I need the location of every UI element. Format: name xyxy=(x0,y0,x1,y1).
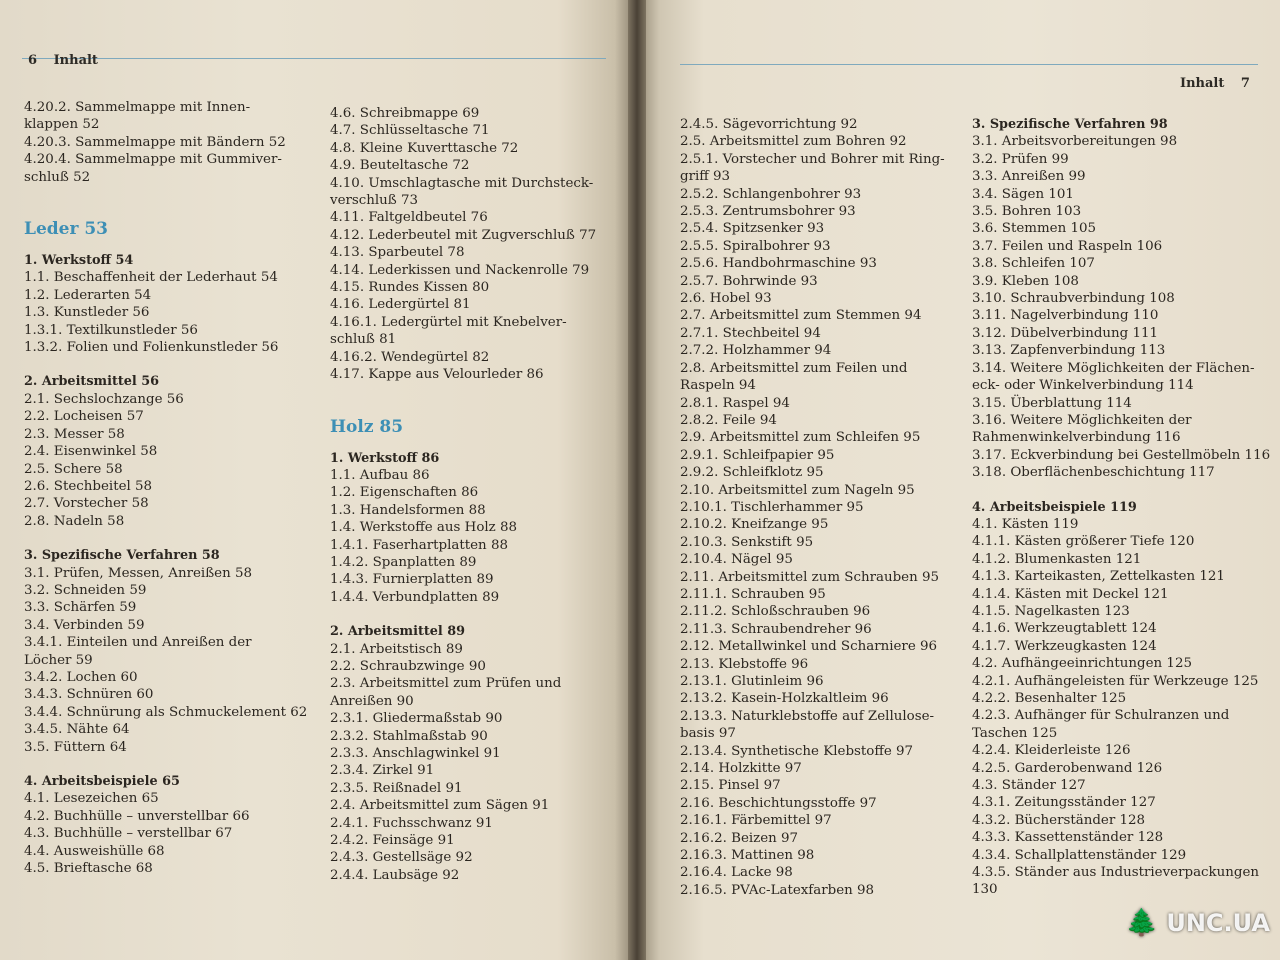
toc-entry: 3.10. Schraubverbindung 108 xyxy=(972,291,1175,307)
toc-entry: 4.1.4. Kästen mit Deckel 121 xyxy=(972,586,1169,602)
toc-entry: 2.5. Arbeitsmittel zum Bohren 92 xyxy=(680,134,907,150)
toc-entry: 2.16.1. Färbemittel 97 xyxy=(680,813,832,829)
toc-entry: 4.3.1. Zeitungsständer 127 xyxy=(972,795,1156,811)
toc-entry: 2.7. Arbeitsmittel zum Stemmen 94 xyxy=(680,308,922,324)
toc-entry: 2.13.3. Naturklebstoffe auf Zellulose- xyxy=(680,708,935,724)
toc-entry: 2.4.2. Feinsäge 91 xyxy=(330,833,455,849)
toc-entry: 3.16. Weitere Möglichkeiten der xyxy=(972,412,1192,428)
page-number: 7 xyxy=(1240,76,1250,91)
toc-entry: 3.4.3. Schnüren 60 xyxy=(24,687,154,703)
toc-entry: 3.4.5. Nähte 64 xyxy=(24,722,130,738)
toc-entry: 2.3.5. Reißnadel 91 xyxy=(330,780,463,796)
toc-entry: 3.6. Stemmen 105 xyxy=(972,221,1097,237)
toc-entry: 2.10.3. Senkstift 95 xyxy=(680,534,814,550)
section-heading: 3. Spezifische Verfahren 98 xyxy=(972,117,1168,132)
toc-entry: 4.2. Buchhülle – unverstellbar 66 xyxy=(24,808,250,824)
toc-entry: 2.3.1. Gliedermaßstab 90 xyxy=(330,711,503,727)
header-title: Inhalt xyxy=(53,53,98,68)
toc-entry: 4.20.2. Sammelmappe mit Innen- xyxy=(24,100,251,115)
toc-entry: 2.4.4. Laubsäge 92 xyxy=(330,867,460,883)
toc-entry: 2.7.1. Stechbeitel 94 xyxy=(680,325,821,341)
toc-entry: Anreißen 90 xyxy=(330,693,414,709)
toc-entry: 2.15. Pinsel 97 xyxy=(680,778,781,794)
toc-entry: 2.3.3. Anschlagwinkel 91 xyxy=(330,746,501,761)
toc-entry: 2.11.3. Schraubendreher 96 xyxy=(680,621,872,637)
toc-entry: 1.3. Kunstleder 56 xyxy=(24,305,150,321)
toc-entry: 3.9. Kleben 108 xyxy=(972,273,1079,289)
toc-entry: 2.11. Arbeitsmittel zum Schrauben 95 xyxy=(680,569,939,585)
header-rule xyxy=(680,64,1258,65)
toc-entry: 1.2. Lederarten 54 xyxy=(24,287,152,303)
toc-entry: 4.1.7. Werkzeugkasten 124 xyxy=(972,638,1157,654)
toc-entry: 2.6. Stechbeitel 58 xyxy=(24,478,153,494)
toc-entry: 3.4. Verbinden 59 xyxy=(24,617,145,633)
toc-entry: 3.1. Arbeitsvorbereitungen 98 xyxy=(972,134,1178,150)
toc-entry: 2.3. Arbeitsmittel zum Prüfen und xyxy=(330,676,562,692)
section-heading: 4. Arbeitsbeispiele 65 xyxy=(24,774,180,789)
toc-entry: 3.5. Bohren 103 xyxy=(972,204,1082,220)
spacer xyxy=(330,606,596,623)
toc-entry: 4.20.4. Sammelmappe mit Gummiver- xyxy=(24,152,282,168)
toc-entry: 3.15. Überblattung 114 xyxy=(972,395,1132,411)
toc-entry: 2.2. Schraubzwinge 90 xyxy=(330,658,486,674)
toc-entry: 2.9. Arbeitsmittel zum Schleifen 95 xyxy=(680,430,921,446)
toc-entry: 3.18. Oberflächenbeschichtung 117 xyxy=(972,465,1215,481)
toc-entry: 3.4.2. Lochen 60 xyxy=(24,669,138,685)
toc-entry: 3.1. Prüfen, Messen, Anreißen 58 xyxy=(24,565,252,581)
toc-entry: Taschen 125 xyxy=(972,725,1058,741)
toc-entry: 2.5.3. Zentrumsbohrer 93 xyxy=(680,204,856,220)
toc-entry: griff 93 xyxy=(680,169,731,185)
toc-entry: 2.14. Holzkitte 97 xyxy=(680,761,802,777)
toc-entry: 1.4.4. Verbundplatten 89 xyxy=(330,589,500,605)
toc-entry: 2.5. Schere 58 xyxy=(24,461,123,477)
right-page xyxy=(640,0,1280,960)
toc-entry: 4.8. Kleine Kuverttasche 72 xyxy=(330,140,519,156)
toc-entry: 2.7. Vorstecher 58 xyxy=(24,496,149,512)
toc-entry: 2.1. Arbeitstisch 89 xyxy=(330,641,463,657)
toc-entry: 2.16.5. PVAc-Latexfarben 98 xyxy=(680,882,875,898)
toc-entry: 4.1.1. Kästen größerer Tiefe 120 xyxy=(972,534,1195,550)
toc-entry: 2.16.4. Lacke 98 xyxy=(680,865,793,881)
section-heading: 3. Spezifische Verfahren 58 xyxy=(24,548,220,564)
toc-entry: 2.5.5. Spiralbohrer 93 xyxy=(680,238,831,254)
toc-entry: 2.1. Sechslochzange 56 xyxy=(24,391,184,407)
toc-entry: 4.15. Rundes Kissen 80 xyxy=(330,280,490,296)
section-heading: 2. Arbeitsmittel 56 xyxy=(24,374,160,390)
toc-entry: 2.2. Locheisen 57 xyxy=(24,409,144,425)
toc-entry: 2.13.2. Kasein-Holzkaltleim 96 xyxy=(680,691,889,707)
toc-entry: 3.2. Prüfen 99 xyxy=(972,151,1069,167)
header-title: Inhalt xyxy=(1180,76,1225,91)
toc-entry: 4.7. Schlüsseltasche 71 xyxy=(330,123,490,139)
toc-entry: 2.10.4. Nägel 95 xyxy=(680,552,793,568)
toc-entry: 2.4. Eisenwinkel 58 xyxy=(24,444,158,460)
section-heading: 4. Arbeitsbeispiele 119 xyxy=(972,499,1137,515)
toc-entry: 2.3.2. Stahlmaßstab 90 xyxy=(330,728,488,744)
spacer xyxy=(24,186,307,216)
toc-entry: 2.10. Arbeitsmittel zum Nageln 95 xyxy=(680,482,915,498)
toc-entry: 4.16.2. Wendegürtel 82 xyxy=(330,349,490,365)
toc-entry: 4.12. Lederbeutel mit Zugverschluß 77 xyxy=(330,227,597,243)
toc-entry: 2.5.6. Handbohrmaschine 93 xyxy=(680,256,877,272)
toc-entry: 4.16. Ledergürtel 81 xyxy=(330,297,471,313)
toc-entry: 4.5. Brieftasche 68 xyxy=(24,861,153,877)
toc-entry: 2.3.4. Zirkel 91 xyxy=(330,763,435,779)
toc-entry: 3.4.1. Einteilen und Anreißen der xyxy=(24,635,252,651)
toc-entry: 4.20.3. Sammelmappe mit Bändern 52 xyxy=(24,134,286,150)
toc-entry: eck- oder Winkelverbindung 114 xyxy=(972,378,1194,394)
toc-entry: 4.1. Kästen 119 xyxy=(972,516,1079,532)
toc-entry: 2.6. Hobel 93 xyxy=(680,291,772,307)
toc-entry: Löcher 59 xyxy=(24,652,93,668)
toc-entry: schluß 52 xyxy=(24,169,91,185)
toc-entry: 4.2.4. Kleiderleiste 126 xyxy=(972,743,1131,759)
toc-entry: 4.14. Lederkissen und Nackenrolle 79 xyxy=(330,262,590,278)
toc-entry: 3.4. Sägen 101 xyxy=(972,186,1074,202)
toc-entry: 3.14. Weitere Möglichkeiten der Flächen- xyxy=(972,360,1255,376)
spacer xyxy=(972,482,1270,499)
toc-entry: 2.8. Nadeln 58 xyxy=(24,513,125,529)
toc-entry: 2.7.2. Holzhammer 94 xyxy=(680,343,832,359)
toc-entry: 3.7. Feilen und Raspeln 106 xyxy=(972,238,1163,254)
toc-entry: 2.13.1. Glutinleim 96 xyxy=(680,674,824,689)
toc-entry: klappen 52 xyxy=(24,117,100,133)
section-heading: 1. Werkstoff 54 xyxy=(24,253,134,269)
toc-entry: 4.1.6. Werkzeugtablett 124 xyxy=(972,621,1157,637)
toc-entry: 2.4.5. Sägevorrichtung 92 xyxy=(680,117,858,132)
toc-entry: 2.11.1. Schrauben 95 xyxy=(680,586,826,602)
toc-entry: Rahmenwinkelverbindung 116 xyxy=(972,430,1181,446)
right-page-header xyxy=(1180,76,1250,91)
toc-entry: 3.13. Zapfenverbindung 113 xyxy=(972,343,1166,359)
toc-entry: 4.16.1. Ledergürtel mit Knebelver- xyxy=(330,314,567,330)
toc-entry: 4.1. Lesezeichen 65 xyxy=(24,791,159,807)
toc-entry: 3.5. Füttern 64 xyxy=(24,739,127,755)
toc-entry: 4.4. Ausweishülle 68 xyxy=(24,843,165,859)
toc-entry: 2.4.3. Gestellsäge 92 xyxy=(330,850,473,866)
left-page-header xyxy=(28,53,98,68)
toc-entry: 2.5.7. Bohrwinde 93 xyxy=(680,273,818,289)
toc-entry: 2.11.2. Schloßschrauben 96 xyxy=(680,604,871,620)
toc-entry: 3.2. Schneiden 59 xyxy=(24,582,147,598)
toc-entry: 4.1.2. Blumenkasten 121 xyxy=(972,551,1142,567)
toc-entry: 1.1. Aufbau 86 xyxy=(330,467,430,483)
toc-entry: 2.16.2. Beizen 97 xyxy=(680,830,799,846)
toc-entry: 4.1.5. Nagelkasten 123 xyxy=(972,603,1130,619)
toc-entry: 3.17. Eckverbindung bei Gestellmöbeln 116 xyxy=(972,447,1271,463)
toc-entry: 2.13.4. Synthetische Klebstoffe 97 xyxy=(680,743,914,759)
toc-entry: 4.2.3. Aufhänger für Schulranzen und xyxy=(972,708,1230,724)
toc-entry: 2.9.1. Schleifpapier 95 xyxy=(680,447,835,463)
toc-entry: 2.8.2. Feile 94 xyxy=(680,412,777,428)
toc-entry: 4.1.3. Karteikasten, Zettelkasten 121 xyxy=(972,569,1225,585)
spacer xyxy=(24,356,307,373)
page-number: 6 xyxy=(28,53,38,68)
toc-entry: 4.2. Aufhängeeinrichtungen 125 xyxy=(972,656,1192,672)
toc-entry: verschluß 73 xyxy=(330,193,419,209)
toc-entry: 4.17. Kappe aus Velourleder 86 xyxy=(330,367,544,383)
toc-entry: 3.8. Schleifen 107 xyxy=(972,256,1095,272)
toc-entry: 1.4. Werkstoffe aus Holz 88 xyxy=(330,520,518,536)
toc-entry: Raspeln 94 xyxy=(680,378,756,394)
toc-entry: 1.4.2. Spanplatten 89 xyxy=(330,554,477,570)
toc-entry: 1.2. Eigenschaften 86 xyxy=(330,485,479,501)
toc-entry: 2.16. Beschichtungsstoffe 97 xyxy=(680,795,877,811)
toc-entry: schluß 81 xyxy=(330,332,397,348)
toc-entry: 4.6. Schreibmappe 69 xyxy=(330,106,480,121)
toc-entry: 3.3. Schärfen 59 xyxy=(24,600,137,616)
toc-entry: 2.12. Metallwinkel und Scharniere 96 xyxy=(680,639,938,655)
toc-entry: 2.8. Arbeitsmittel zum Feilen und xyxy=(680,360,908,376)
toc-entry: 2.10.1. Tischlerhammer 95 xyxy=(680,499,864,515)
toc-entry: 2.5.2. Schlangenbohrer 93 xyxy=(680,186,862,202)
toc-entry: 4.3. Buchhülle – verstellbar 67 xyxy=(24,826,233,842)
toc-entry: 4.10. Umschlagtasche mit Durchsteck- xyxy=(330,175,594,191)
toc-entry: 2.10.2. Kneifzange 95 xyxy=(680,517,829,533)
toc-entry: 1.3.2. Folien und Folienkunstleder 56 xyxy=(24,340,279,356)
toc-entry: 4.2.1. Aufhängeleisten für Werkzeuge 125 xyxy=(972,673,1259,689)
toc-entry: 2.8.1. Raspel 94 xyxy=(680,395,790,411)
book-gutter xyxy=(628,0,646,960)
toc-column xyxy=(330,105,596,884)
toc-entry: 2.13. Klebstoffe 96 xyxy=(680,656,809,672)
toc-entry: 2.5.1. Vorstecher und Bohrer mit Ring- xyxy=(680,151,945,167)
toc-entry: 4.3.2. Bücherständer 128 xyxy=(972,812,1146,828)
spacer xyxy=(24,530,307,547)
spacer xyxy=(330,384,596,414)
toc-entry: 4.2.2. Besenhalter 125 xyxy=(972,691,1127,706)
section-heading: 1. Werkstoff 86 xyxy=(330,450,440,466)
toc-entry: 4.9. Beuteltasche 72 xyxy=(330,158,470,174)
toc-entry: 1.3.1. Textilkunstleder 56 xyxy=(24,322,198,338)
toc-entry: 4.2.5. Garderobenwand 126 xyxy=(972,760,1163,776)
toc-entry: 1.4.1. Faserhartplatten 88 xyxy=(330,537,508,553)
section-heading: 2. Arbeitsmittel 89 xyxy=(330,624,466,640)
toc-entry: 1.3. Handelsformen 88 xyxy=(330,502,486,518)
chapter-heading: Holz 85 xyxy=(330,416,404,437)
left-page xyxy=(0,0,634,960)
toc-column xyxy=(972,116,1270,899)
toc-entry: 3.3. Anreißen 99 xyxy=(972,169,1086,185)
toc-entry: 1.1. Beschaffenheit der Lederhaut 54 xyxy=(24,270,278,286)
toc-entry: 4.3. Ständer 127 xyxy=(972,778,1086,794)
toc-entry: 2.9.2. Schleifklotz 95 xyxy=(680,465,824,481)
watermark-logo xyxy=(1126,908,1270,938)
toc-entry: 2.3. Messer 58 xyxy=(24,426,125,442)
toc-column xyxy=(24,99,307,877)
toc-entry: basis 97 xyxy=(680,726,736,742)
spacer xyxy=(24,756,307,773)
watermark-text: UNC.UA xyxy=(1166,909,1270,937)
toc-entry: 2.4.1. Fuchsschwanz 91 xyxy=(330,815,493,831)
toc-entry: 2.5.4. Spitzsenker 93 xyxy=(680,221,825,237)
toc-entry: 3.11. Nagelverbindung 110 xyxy=(972,308,1159,324)
toc-entry: 2.16.3. Mattinen 98 xyxy=(680,848,815,864)
toc-column xyxy=(680,116,945,899)
toc-entry: 1.4.3. Furnierplatten 89 xyxy=(330,572,494,588)
toc-entry: 4.3.4. Schallplattenständer 129 xyxy=(972,847,1187,863)
chapter-heading: Leder 53 xyxy=(24,219,109,240)
toc-entry: 4.13. Sparbeutel 78 xyxy=(330,245,465,261)
tree-icon: 🌲 xyxy=(1125,908,1158,938)
toc-entry: 2.4. Arbeitsmittel zum Sägen 91 xyxy=(330,798,550,814)
toc-entry: 4.3.3. Kassettenständer 128 xyxy=(972,830,1164,846)
header-rule xyxy=(22,58,606,59)
toc-entry: 3.12. Dübelverbindung 111 xyxy=(972,325,1159,341)
toc-entry: 4.3.5. Ständer aus Industrieverpackungen xyxy=(972,865,1260,881)
toc-entry: 3.4.4. Schnürung als Schmuckelement 62 xyxy=(24,704,308,720)
toc-entry: 130 xyxy=(972,882,998,898)
toc-entry: 4.11. Faltgeldbeutel 76 xyxy=(330,210,488,226)
